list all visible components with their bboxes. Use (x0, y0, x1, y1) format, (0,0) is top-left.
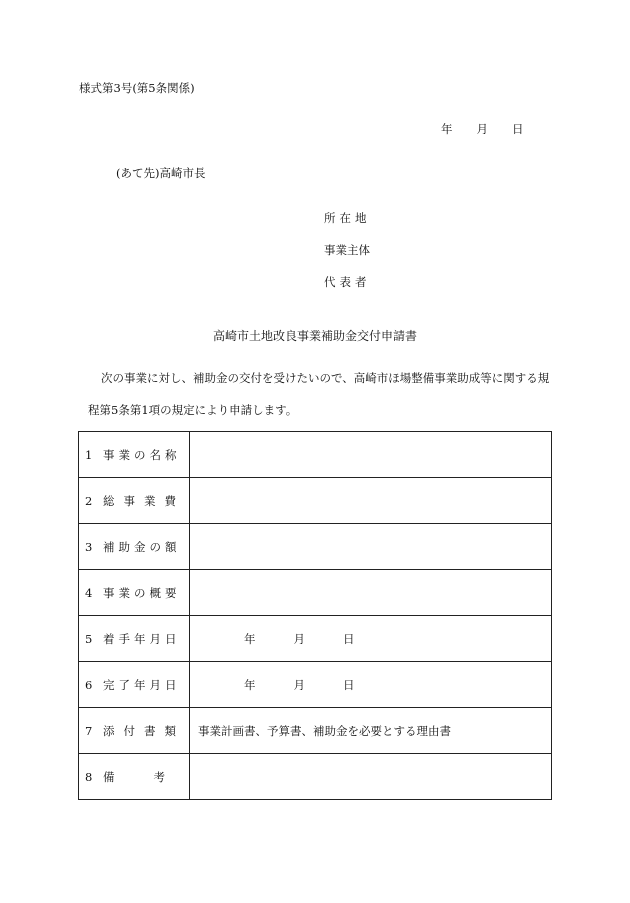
details-table (78, 431, 552, 800)
completion-date-value[interactable]: 年 月 日 (190, 662, 552, 708)
row-label: 4 事業の概要 (79, 570, 190, 616)
table-row (79, 524, 552, 570)
date-year-label: 年 (441, 122, 453, 136)
date-line (441, 121, 524, 137)
row-label: 5 着手年月日 (79, 616, 190, 662)
form-number: 様式第3号(第5条関係) (79, 81, 195, 95)
row-label: 6 完了年月日 (79, 662, 190, 708)
date-month-label: 月 (476, 122, 488, 136)
table-row (79, 478, 552, 524)
document-title: 高崎市土地改良事業補助金交付申請書 (212, 329, 417, 343)
body-text: 次の事業に対し、補助金の交付を受けたいので、高崎市ほ場整備事業助成等に関する規程第5条第1項の規定により申請します。 (88, 371, 550, 417)
row-label: 3 補助金の額 (79, 524, 190, 570)
row-value[interactable] (190, 754, 552, 800)
start-date-value[interactable]: 年 月 日 (190, 616, 552, 662)
row-label: 2 総事業費 (79, 478, 190, 524)
date-day-label: 日 (512, 122, 524, 136)
applicant-address-label: 所在地 (324, 211, 371, 225)
table-row (79, 432, 552, 478)
attachments-value[interactable]: 事業計画書、予算書、補助金を必要とする理由書 (190, 708, 552, 754)
table-row (79, 708, 552, 754)
row-value[interactable] (190, 570, 552, 616)
row-value[interactable] (190, 478, 552, 524)
table-row (79, 570, 552, 616)
table-row (79, 754, 552, 800)
row-label: 8 備考 (79, 754, 190, 800)
applicant-entity-label: 事業主体 (324, 243, 370, 257)
row-value[interactable] (190, 524, 552, 570)
row-label: 7 添付書類 (79, 708, 190, 754)
applicant-representative-label: 代表者 (324, 275, 371, 289)
addressee: (あて先)高崎市長 (116, 166, 206, 180)
table-row (79, 662, 552, 708)
table-row (79, 616, 552, 662)
row-value[interactable] (190, 432, 552, 478)
row-label: 1 事業の名称 (79, 432, 190, 478)
